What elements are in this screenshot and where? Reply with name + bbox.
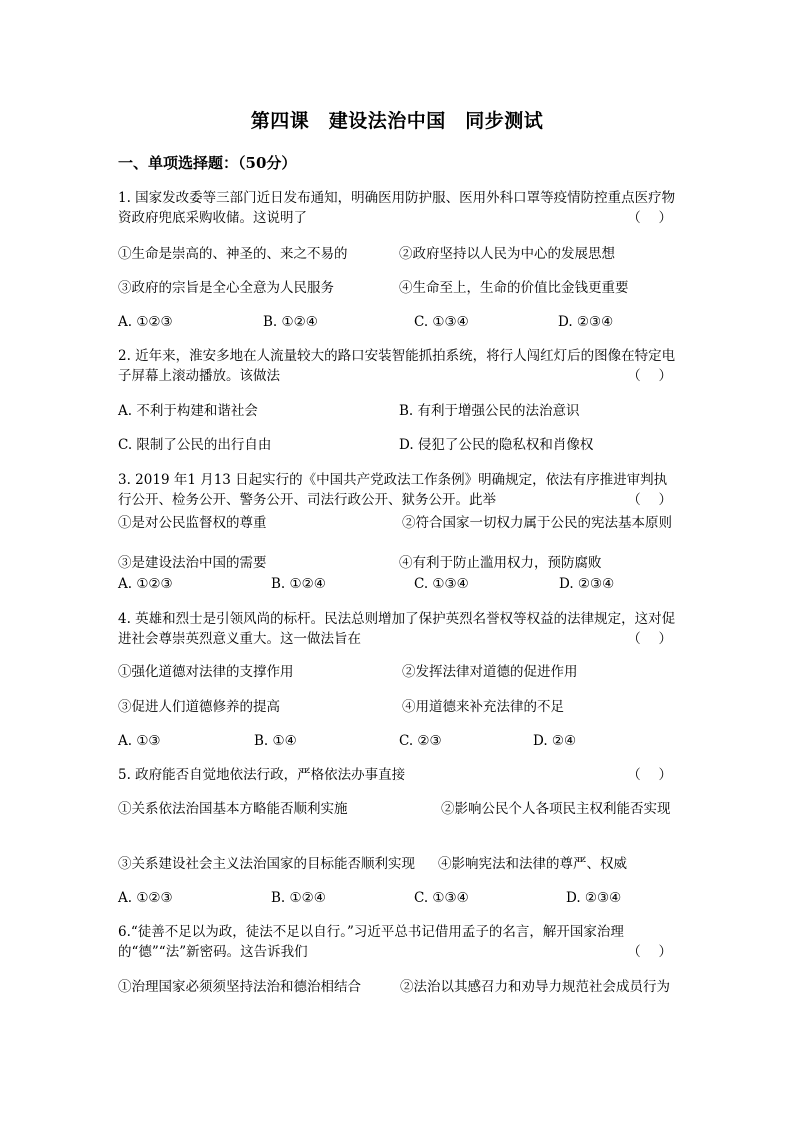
choice-c: C. ②③: [399, 733, 442, 749]
option-statement: ④生命至上，生命的价值比金钱更重要: [399, 280, 629, 296]
answer-paren: （ ）: [627, 631, 672, 647]
option-statement: [441, 799, 671, 819]
option-statement: ③促进人们道德修养的提高: [118, 699, 280, 715]
choice-c: C. ①③④: [414, 576, 469, 592]
page-title: 第四课 建设法治中国 同步测试: [250, 110, 544, 132]
option-text: ②符合国家一切权力属于公民的宪法基本原则: [402, 515, 672, 531]
question-5-stem: 5. 政府能否自觉地依法行政，严格依法办事直接: [118, 767, 406, 783]
choice-d: D. ②③④: [566, 890, 622, 906]
choice-b: B. ①②④: [271, 890, 326, 906]
option-statement: ②发挥法律对道德的促进作用: [402, 664, 578, 680]
answer-paren: （ ）: [627, 944, 672, 960]
option-statement: ③政府的宗旨是全心全意为人民服务: [118, 280, 334, 296]
question-4: [118, 609, 676, 649]
option-statement: ①治理国家必须须坚持法治和德治相结合: [118, 979, 361, 995]
choice-a: A. ①②③: [118, 890, 173, 906]
option-statement: [400, 977, 670, 997]
question-6: [118, 922, 676, 962]
question-3: [118, 470, 676, 510]
section-heading: 一、单项选择题：（50分）: [118, 154, 297, 172]
answer-paren: （ ）: [627, 492, 672, 508]
question-2: [118, 346, 676, 386]
option-statement: ①强化道德对法律的支撑作用: [118, 664, 294, 680]
choice-a: A. ①②③: [118, 576, 173, 592]
question-3-stem: 3. 2019 年1 月13 日起实行的《中国共产党政法工作条例》明确规定，依法有序推进审判执行公开、检务公开、警务公开、司法行政公开、狱务公开。此举: [118, 472, 668, 508]
option-statement: ④影响宪法和法律的尊严、权威: [438, 856, 627, 872]
answer-paren: （ ）: [627, 210, 672, 226]
option-statement: ①生命是崇高的、神圣的、来之不易的: [118, 246, 348, 262]
question-4-stem: 4. 英雄和烈士是引领风尚的标杆。民法总则增加了保护英烈名誉权等权益的法律规定，这对促进社会尊崇英烈意义重大。这一做法旨在: [118, 611, 676, 647]
choice-c: C. ①③④: [414, 890, 469, 906]
question-2-stem: 2. 近年来，淮安多地在人流量较大的路口安装智能抓拍系统，将行人闯红灯后的图像在特定电子屏幕上滚动播放。该做法: [118, 348, 676, 384]
choice-b: B. 有利于增强公民的法治意识: [399, 403, 580, 419]
answer-paren: （ ）: [627, 767, 672, 783]
option-text: ②法治以其感召力和劝导力规范社会成员行为: [400, 979, 670, 995]
choice-d: D. ②④: [533, 733, 577, 749]
option-statement: ④用道德来补充法律的不足: [402, 699, 564, 715]
option-statement: ③是建设法治中国的需要: [118, 555, 267, 571]
choice-c: C. 限制了公民的出行自由: [118, 437, 272, 453]
choice-a: A. 不利于构建和谐社会: [118, 403, 258, 419]
question-1-stem: 1. 国家发改委等三部门近日发布通知，明确医用防护服、医用外科口罩等疫情防控重点医疗物资政府兜底采购收储。这说明了: [118, 190, 676, 226]
option-statement: ①是对公民监督权的尊重: [118, 515, 267, 531]
choice-d: D. 侵犯了公民的隐私权和肖像权: [399, 437, 594, 453]
choice-b: B. ①②④: [263, 314, 318, 330]
option-statement: ②政府坚持以人民为中心的发展思想: [399, 246, 615, 262]
option-statement: ①关系依法治国基本方略能否顺利实施: [118, 801, 348, 817]
choice-c: C. ①③④: [414, 314, 469, 330]
option-statement: [402, 513, 672, 533]
question-1: [118, 188, 676, 228]
answer-paren: （ ）: [627, 368, 672, 384]
choice-b: B. ①②④: [271, 576, 326, 592]
choice-b: B. ①④: [254, 733, 297, 749]
question-5: [118, 765, 676, 785]
question-6-stem: 6.“徒善不足以为政，徒法不足以自行。”习近平总书记借用孟子的名言，解开国家治理的“德”“法”新密码。这告诉我们: [118, 924, 624, 960]
option-statement: ③关系建设社会主义法治国家的目标能否顺利实现: [118, 856, 415, 872]
choice-d: D. ②③④: [559, 576, 615, 592]
choice-d: D. ②③④: [558, 314, 614, 330]
option-statement: ④有利于防止滥用权力，预防腐败: [399, 555, 602, 571]
option-text: ②影响公民个人各项民主权利能否实现: [441, 801, 671, 817]
choice-a: A. ①③: [118, 733, 161, 749]
choice-a: A. ①②③: [118, 314, 173, 330]
